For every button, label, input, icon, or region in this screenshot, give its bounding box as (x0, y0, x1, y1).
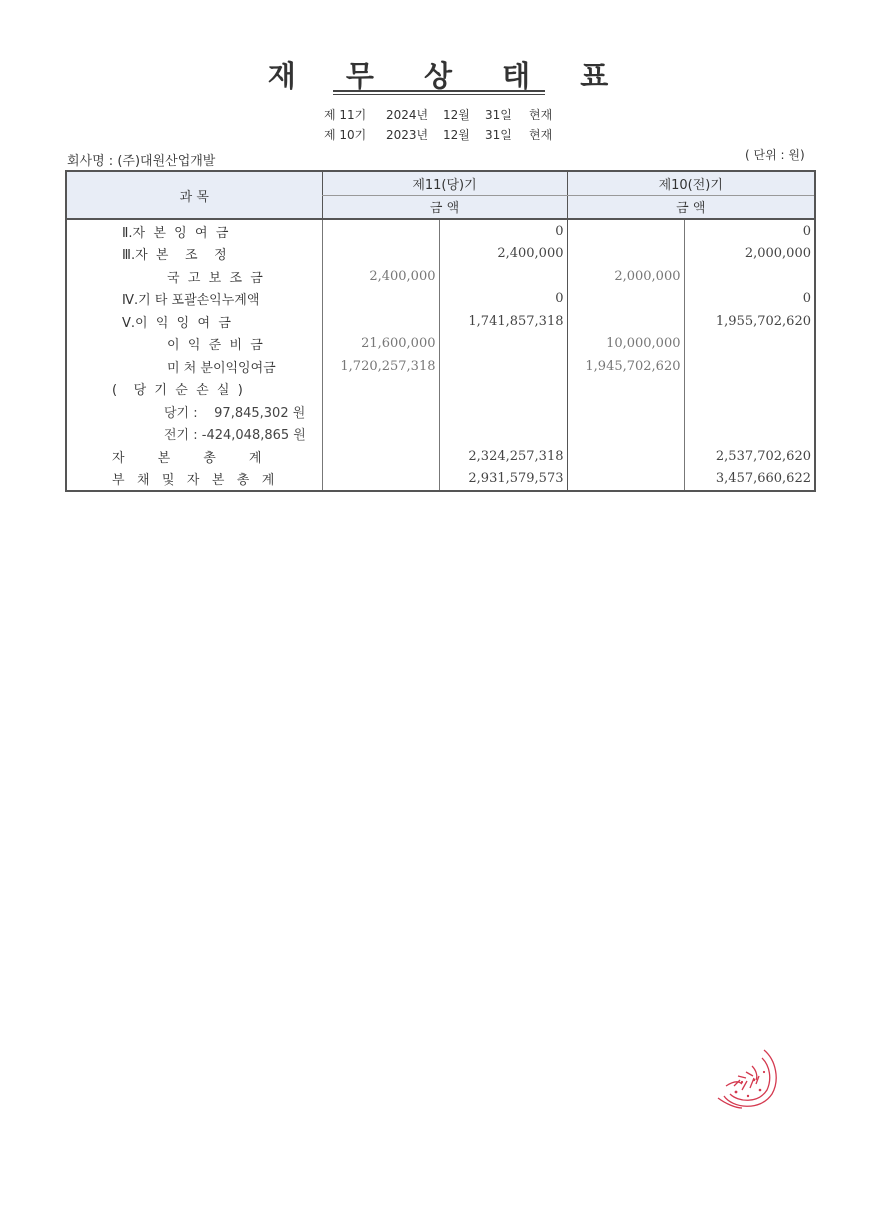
prior-detail-amount (567, 468, 684, 492)
prior-total-amount: 3,457,660,622 (684, 468, 815, 492)
current-period-header: 제11(당)기 (322, 171, 567, 195)
row-subject: 부 채 및 자 본 총 계 (112, 473, 275, 489)
prior-detail-amount (567, 445, 684, 468)
prior-total-amount (684, 400, 815, 423)
prior-total-amount (684, 378, 815, 401)
title-underline (333, 90, 545, 92)
current-detail-amount (322, 310, 439, 333)
current-total-amount: 2,931,579,573 (439, 468, 567, 492)
period-suffix: 현재 (529, 108, 553, 122)
current-amount-header: 금 액 (322, 195, 567, 219)
table-row (66, 219, 815, 243)
prior-total-amount: 1,955,702,620 (684, 310, 815, 333)
prior-total-amount (684, 265, 815, 288)
row-subject: 국 고 보 조 금 (167, 270, 263, 286)
table-row (66, 400, 815, 423)
current-detail-amount (322, 288, 439, 311)
prior-total-amount: 2,000,000 (684, 243, 815, 266)
row-subject: Ⅲ.자 본 조 정 (122, 248, 227, 264)
prior-detail-amount: 1,945,702,620 (567, 355, 684, 378)
period-year: 2023년 (386, 128, 429, 142)
current-total-amount: 0 (439, 219, 567, 243)
current-total-amount: 2,400,000 (439, 243, 567, 266)
subject-header: 과 목 (66, 171, 322, 219)
current-total-amount (439, 423, 567, 446)
table-body (66, 219, 815, 491)
current-detail-amount: 2,400,000 (322, 265, 439, 288)
current-detail-amount (322, 243, 439, 266)
prior-total-amount: 0 (684, 219, 815, 243)
current-total-amount (439, 355, 567, 378)
prior-detail-amount (567, 423, 684, 446)
current-detail-amount (322, 468, 439, 492)
current-detail-amount: 21,600,000 (322, 333, 439, 356)
current-detail-amount (322, 445, 439, 468)
table-row (66, 378, 815, 401)
row-subject: Ⅴ.이 익 잉 여 금 (122, 315, 231, 331)
current-detail-amount (322, 400, 439, 423)
period-term: 제 10기 (324, 128, 367, 142)
prior-total-amount (684, 355, 815, 378)
period-day: 31일 (485, 128, 512, 142)
row-subject: 자 본 총 계 (112, 450, 262, 466)
prior-detail-amount (567, 288, 684, 311)
table-row (66, 243, 815, 266)
row-subject: 미 처 분이익잉여금 (167, 360, 276, 376)
current-total-amount (439, 265, 567, 288)
table-row (66, 355, 815, 378)
table-row (66, 468, 815, 492)
current-detail-amount (322, 219, 439, 243)
row-subject: ( 당 기 순 손 실 ) (112, 383, 243, 399)
company-name: 회사명 : (주)대원산업개발 (67, 154, 216, 169)
prior-detail-amount (567, 378, 684, 401)
period-year: 2024년 (386, 108, 429, 122)
period-suffix: 현재 (529, 128, 553, 142)
prior-detail-amount (567, 219, 684, 243)
current-detail-amount (322, 378, 439, 401)
company-seal-icon (712, 1046, 782, 1116)
current-detail-amount (322, 423, 439, 446)
prior-total-amount: 2,537,702,620 (684, 445, 815, 468)
current-detail-amount: 1,720,257,318 (322, 355, 439, 378)
prior-total-amount (684, 333, 815, 356)
prior-total-amount (684, 423, 815, 446)
current-total-amount: 1,741,857,318 (439, 310, 567, 333)
balance-sheet-table (65, 170, 816, 492)
row-subject: 전기 : -424,048,865 원 (164, 428, 306, 444)
table-row (66, 423, 815, 446)
row-subject: Ⅱ.자 본 잉 여 금 (122, 225, 229, 241)
prior-detail-amount: 2,000,000 (567, 265, 684, 288)
current-total-amount (439, 400, 567, 423)
prior-period-header: 제10(전)기 (567, 171, 815, 195)
prior-total-amount: 0 (684, 288, 815, 311)
prior-detail-amount: 10,000,000 (567, 333, 684, 356)
period-term: 제 11기 (324, 108, 367, 122)
prior-detail-amount (567, 310, 684, 333)
prior-detail-amount (567, 400, 684, 423)
table-row (66, 288, 815, 311)
document-title: 재 무 상 태 표 (267, 59, 629, 93)
table-row (66, 445, 815, 468)
prior-amount-header: 금 액 (567, 195, 815, 219)
row-subject: 이 익 준 비 금 (167, 338, 263, 354)
prior-detail-amount (567, 243, 684, 266)
current-total-amount (439, 333, 567, 356)
table-row (66, 333, 815, 356)
current-total-amount: 0 (439, 288, 567, 311)
current-total-amount (439, 378, 567, 401)
row-subject: 당기 : 97,845,302 원 (164, 405, 306, 421)
unit-label: ( 단위 : 원) (745, 148, 805, 162)
table-row (66, 265, 815, 288)
period-month: 12월 (443, 128, 470, 142)
row-subject: Ⅳ.기 타 포괄손익누계액 (122, 293, 260, 309)
table-row (66, 310, 815, 333)
period-month: 12월 (443, 108, 470, 122)
current-total-amount: 2,324,257,318 (439, 445, 567, 468)
period-day: 31일 (485, 108, 512, 122)
title-underline-thin (333, 94, 545, 95)
